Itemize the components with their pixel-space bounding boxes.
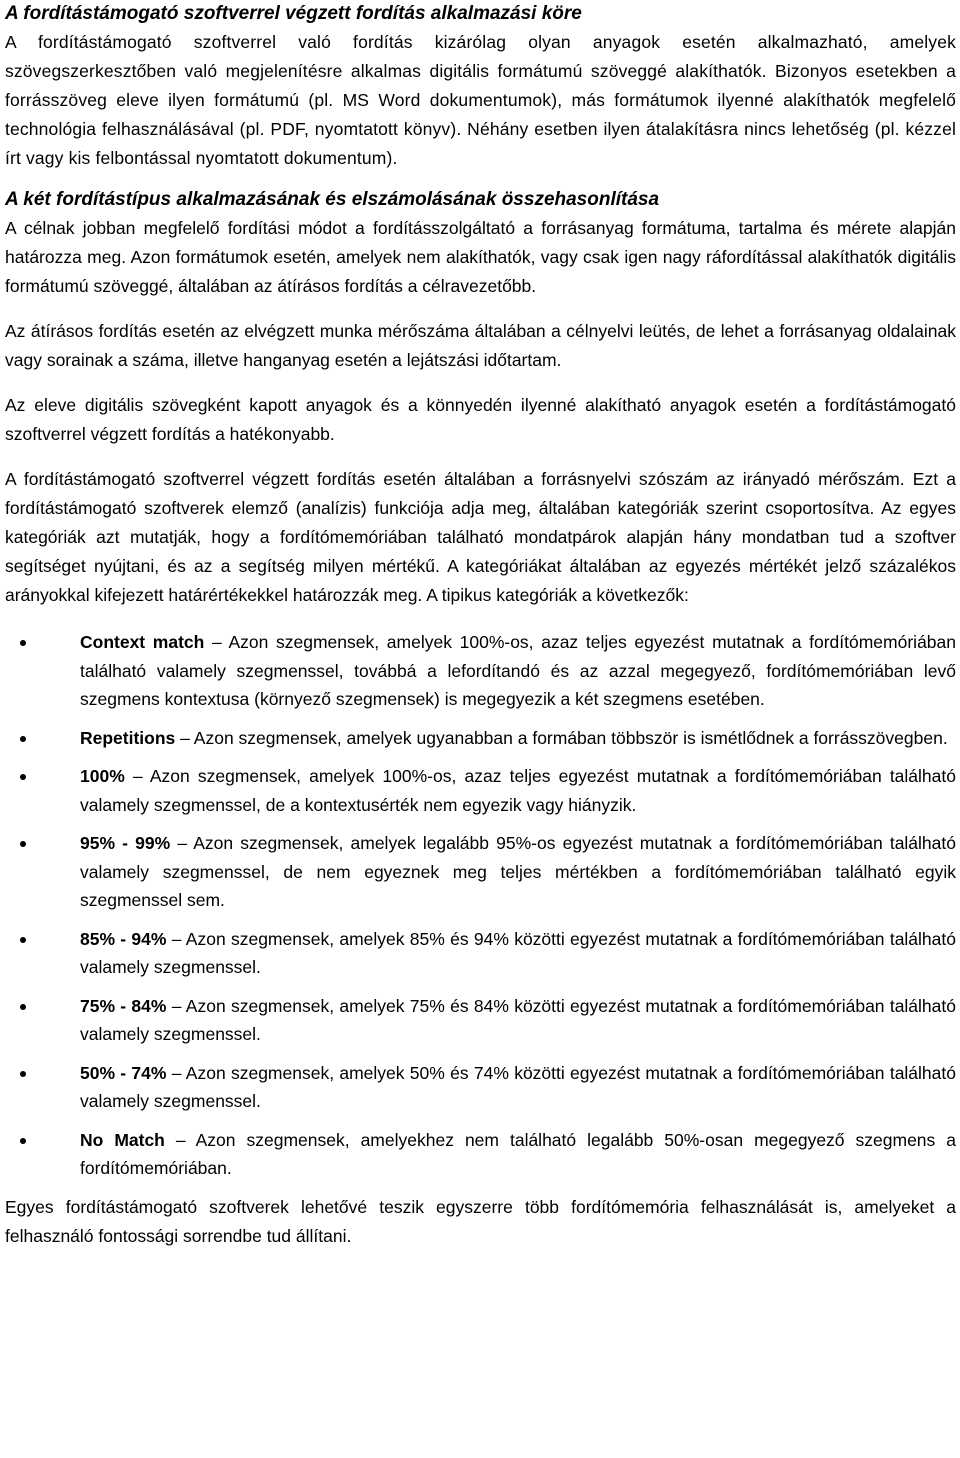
section-scope <box>5 0 956 173</box>
bullet-icon <box>20 937 26 943</box>
category-description: – Azon szegmensek, amelyek 85% és 94% közötti egyezést mutatnak a fordítómemóriában található valamely szegmenssel. <box>80 928 956 977</box>
category-description: – Azon szegmensek, amelyek 75% és 84% közötti egyezést mutatnak a fordítómemóriában található valamely szegmenssel. <box>80 995 956 1044</box>
closing-paragraph: Egyes fordítástámogató szoftverek lehetővé teszik egyszerre több fordítómemória felhasználását is, amelyeket a felhasználó fontossági sorrendbe tud állítani. <box>5 1196 956 1246</box>
category-term: 75% - 84% <box>80 995 167 1016</box>
bullet-icon <box>20 1071 26 1077</box>
bullet-icon <box>20 1004 26 1010</box>
category-description: – Azon szegmensek, amelyek ugyanabban a formában többször is ismétlődnek a forrásszövegben. <box>175 727 948 748</box>
list-item <box>5 724 956 753</box>
category-term: 95% - 99% <box>80 833 171 853</box>
category-term: 50% - 74% <box>80 1062 167 1083</box>
body-paragraph: A célnak jobban megfelelő fordítási módot a fordításszolgáltató a forrásanyag formátuma, tartalma és mérete alapján határozza meg. Azon formátumok esetén, amelyek nem alakíthatók, vagy csak igen nagy ráfordítással alakíthatók digitális formátumú szöveggé, általában az átírásos fordítás a célravezetőbb. <box>5 218 956 296</box>
bullet-icon <box>20 736 26 742</box>
category-description: – Azon szegmensek, amelyek legalább 95%-os egyezést mutatnak a fordítómemóriában található valamely szegmenssel, de nem egyeznek meg teljes mértékben a fordítómemóriában található egyik szegmenssel sem. <box>80 833 956 910</box>
list-item <box>5 829 956 915</box>
body-paragraph: Az eleve digitális szövegként kapott anyagok és a könnyedén ilyenné alakítható anyagok esetén a fordítástámogató szoftverrel végzett fordítás a hatékonyabb. <box>5 395 956 444</box>
list-item <box>5 628 956 714</box>
bullet-icon <box>20 774 26 780</box>
category-term: Context match <box>80 632 205 652</box>
list-item <box>5 925 956 982</box>
category-description: – Azon szegmensek, amelyek 100%-os, azaz teljes egyezést mutatnak a fordítómemóriában található valamely szegmenssel, de a kontextusérték nem egyezik vagy hiányzik. <box>80 766 956 815</box>
bullet-icon <box>20 1138 26 1144</box>
category-description: – Azon szegmensek, amelyek 100%-os, azaz teljes egyezést mutatnak a fordítómemóriában található valamely szegmenssel, továbbá a lefordítandó és az azzal megegyező, fordítómemóriában levő szegmens kontextusa (környező szegmensek) is megegyezik a két szegmens esetében. <box>80 632 957 709</box>
category-term: 85% - 94% <box>80 928 167 949</box>
category-description: – Azon szegmensek, amelyekhez nem található legalább 50%-osan megegyező szegmens a fordítómemóriában. <box>80 1129 956 1178</box>
list-item <box>5 1059 956 1116</box>
list-item <box>5 762 956 819</box>
body-paragraph: A fordítástámogató szoftverrel végzett fordítás esetén általában a forrásnyelvi szószám az irányadó mérőszám. Ezt a fordítástámogató szoftverek elemző (analízis) funkciója adja meg, általában kategóriák szerint csoportosítva. Az egyes kategóriák azt mutatják, hogy a fordítómemóriában található mondatpárok alapján hány mondatban tud a szoftver segítséget nyújtani, és az a segítség milyen mértékű. A kategóriákat általában az egyezés mértékét jelző százalékos arányokkal kifejezett határértékekkel határozzák meg. A tipikus kategóriák a következők: <box>5 469 956 605</box>
category-term: No Match <box>80 1129 165 1150</box>
match-category-list <box>5 628 956 1183</box>
bullet-icon <box>20 841 26 847</box>
category-term: 100% <box>80 766 125 786</box>
list-item <box>5 1126 956 1183</box>
list-item <box>5 992 956 1049</box>
bullet-icon <box>20 640 26 646</box>
section-heading: A két fordítástípus alkalmazásának és elszámolásának összehasonlítása <box>5 189 660 210</box>
body-paragraph: Az átírásos fordítás esetén az elvégzett munka mérőszáma általában a célnyelvi leütés, de lehet a forrásanyag oldalainak vagy sorainak a száma, illetve hanganyag esetén a lejátszási időtartam. <box>5 321 956 370</box>
scope-paragraph: A fordítástámogató szoftverrel való fordítás kizárólag olyan anyagok esetén alkalmazható, amelyek szövegszerkesztőben való megjelenítésre alkalmas digitális formátumú szöveggé alakíthatók. Bizonyos esetekben a forrásszöveg eleve ilyen formátumú (pl. MS Word dokumentumok), más formátumok ilyenné alakíthatók megfelelő technológia felhasználásával (pl. PDF, nyomtatott könyv). Néhány esetben ilyen átalakításra nincs lehetőség (pl. kézzel írt vagy kis felbontással nyomtatott dokumentum). <box>5 32 956 168</box>
category-description: – Azon szegmensek, amelyek 50% és 74% közötti egyezést mutatnak a fordítómemóriában található valamely szegmenssel. <box>80 1062 956 1111</box>
section-heading: A fordítástámogató szoftverrel végzett fordítás alkalmazási köre <box>5 3 582 24</box>
section-comparison <box>5 186 956 1251</box>
category-term: Repetitions <box>80 727 176 748</box>
